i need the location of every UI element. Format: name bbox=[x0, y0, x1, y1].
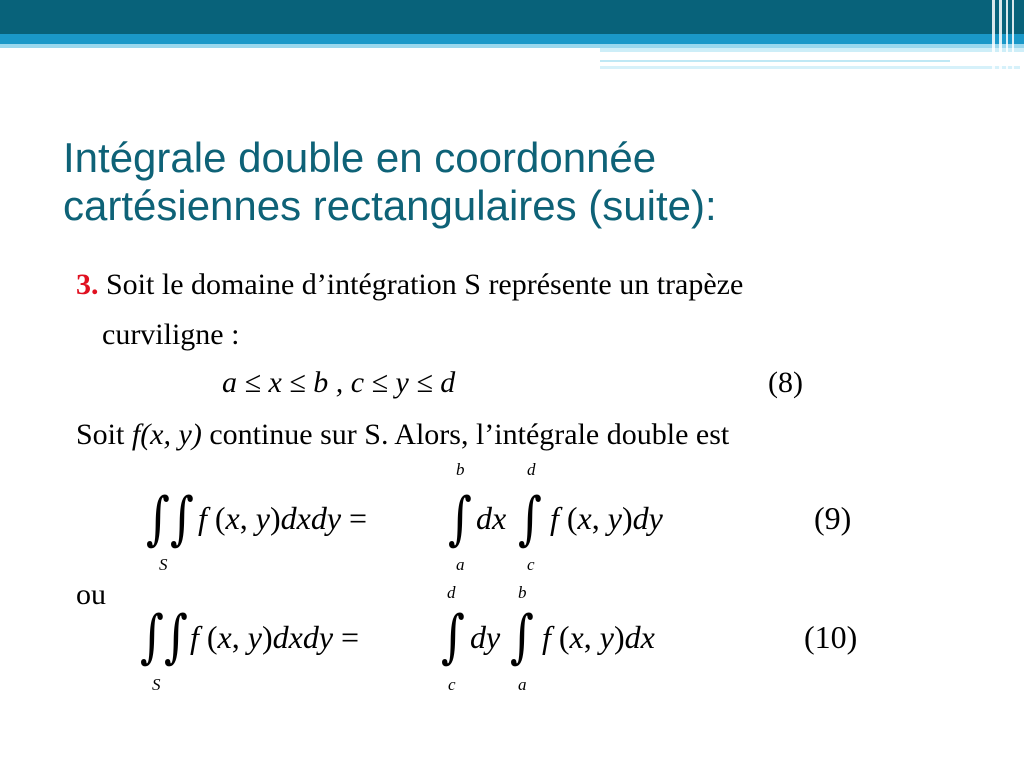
item-text: Soit le domaine d’intégration S représente un trapèze bbox=[106, 268, 744, 301]
outer-upper-limit: b bbox=[456, 460, 465, 479]
equation-ref-9: (9) bbox=[814, 500, 852, 536]
integrand: f (x, y)dy bbox=[550, 500, 663, 536]
ou-connector: ou bbox=[76, 578, 106, 611]
item-line-1 bbox=[76, 268, 743, 302]
inner-integral-sign: ∫ bbox=[510, 602, 534, 670]
outer-integral-sign: ∫ bbox=[441, 602, 465, 670]
outer-integral-sign: ∫ bbox=[448, 484, 472, 552]
inner-integral-sign: ∫ bbox=[518, 484, 542, 552]
outer-lower-limit: c bbox=[448, 675, 456, 694]
title-line-2: cartésiennes rectangulaires (suite): bbox=[63, 182, 717, 229]
item-text-continued: curviligne : bbox=[102, 318, 240, 351]
inner-upper-limit: d bbox=[527, 460, 536, 479]
integrand: f (x, y)dx bbox=[542, 619, 655, 655]
double-integral-lhs: f (x, y)dxdy = bbox=[190, 619, 360, 655]
double-integral-domain: S bbox=[159, 555, 168, 574]
continuity-text: continue sur S. Alors, l’intégrale double est bbox=[209, 418, 730, 451]
outer-differential: dx bbox=[476, 500, 507, 536]
double-integral-domain: S bbox=[152, 675, 161, 694]
outer-upper-limit: d bbox=[447, 583, 456, 602]
outer-differential: dy bbox=[470, 619, 501, 655]
continuity-statement bbox=[76, 418, 729, 452]
function-symbol: f(x, y) bbox=[131, 418, 202, 451]
double-integral-sign: ∫∫ bbox=[146, 484, 194, 552]
inner-upper-limit: b bbox=[518, 583, 527, 602]
title-line-1: Intégrale double en coordonnée bbox=[63, 134, 657, 181]
item-number: 3. bbox=[76, 268, 99, 301]
slide-title bbox=[63, 134, 963, 230]
inner-lower-limit: c bbox=[527, 555, 535, 574]
equation-ref-8: (8) bbox=[768, 366, 803, 399]
double-integral-sign: ∫∫ bbox=[140, 602, 188, 670]
domain-condition: a ≤ x ≤ b , c ≤ y ≤ d bbox=[222, 366, 456, 399]
header-decoration bbox=[0, 0, 1024, 70]
inner-lower-limit: a bbox=[518, 675, 527, 694]
soit-prefix: Soit bbox=[76, 418, 125, 451]
double-integral-lhs: f (x, y)dxdy = bbox=[198, 500, 368, 536]
outer-lower-limit: a bbox=[456, 555, 465, 574]
equation-ref-10: (10) bbox=[804, 619, 858, 655]
